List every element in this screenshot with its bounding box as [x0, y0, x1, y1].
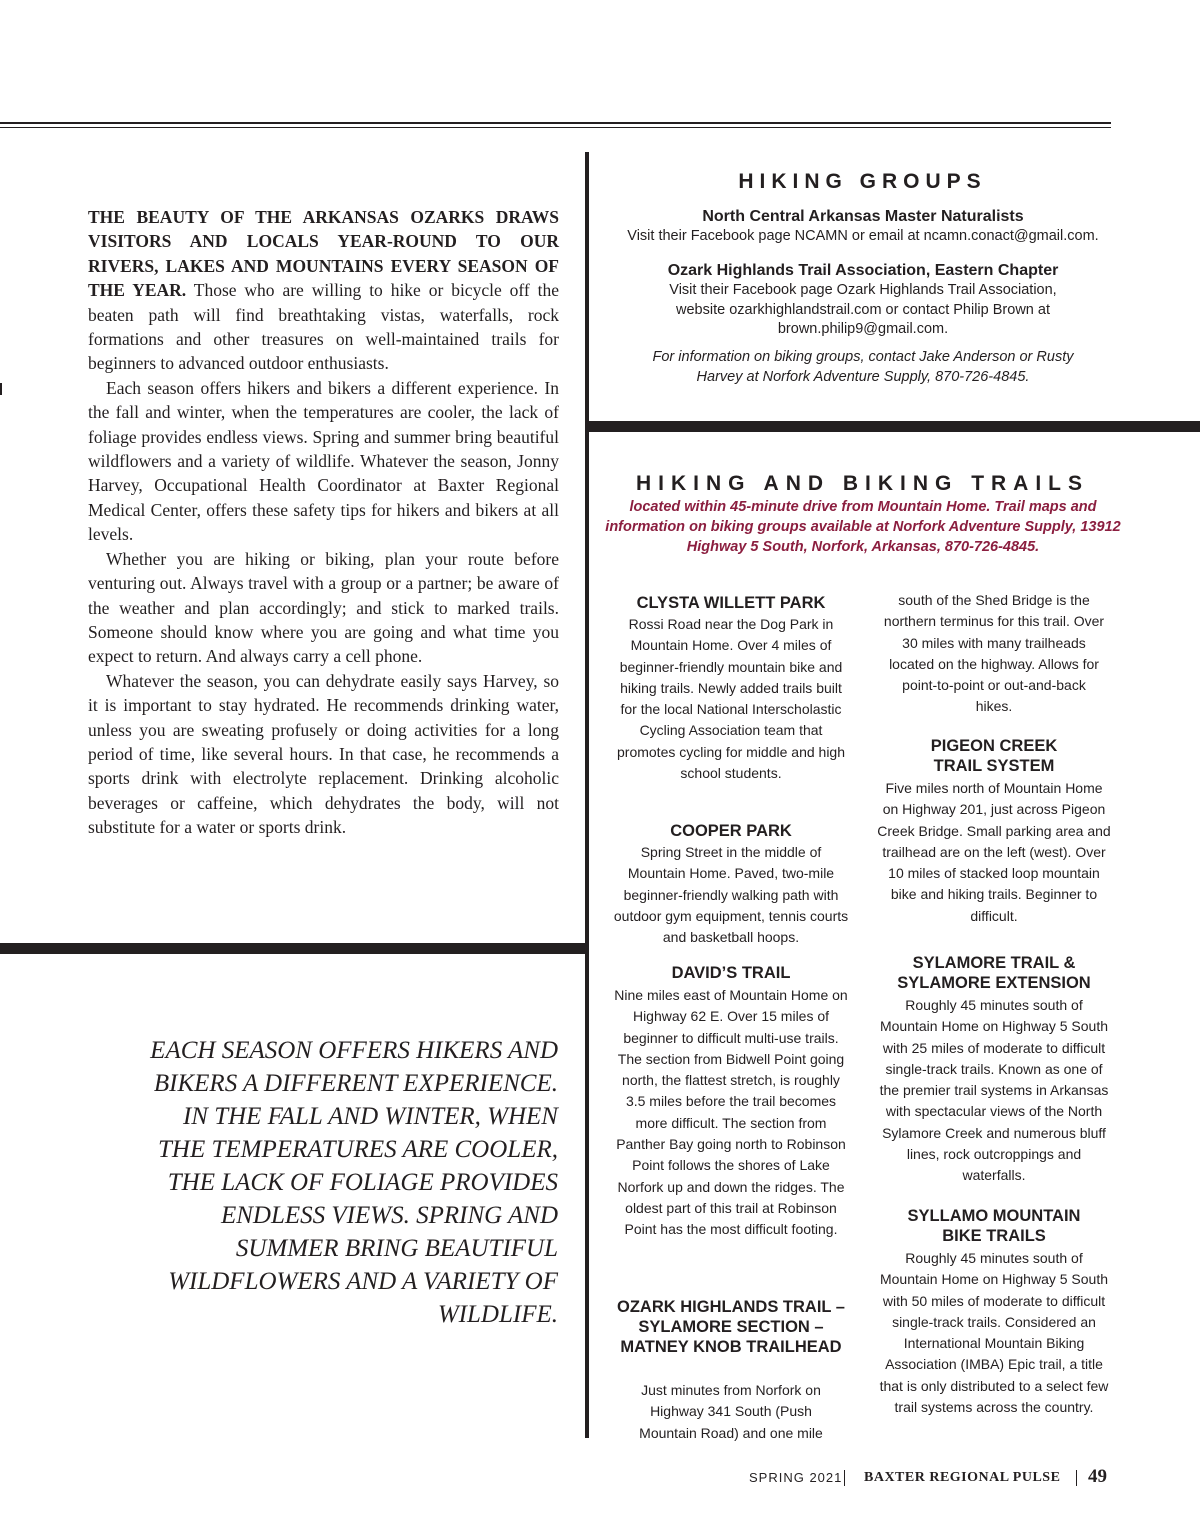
article-lead: THE BEAUTY OF THE ARKANSAS OZARKS DRAWS VISITORS AND LOCALS YEAR-ROUND TO OUR RIVERS, LAKES AND MOUNTAINS EVERY SEASON OF THE YEAR.: [88, 207, 559, 301]
top-rule: [0, 122, 1111, 124]
trail-description: Spring Street in the middle of Mountain Home. Paved, two-mile beginner-friendly walking path with outdoor gym equipment, tennis courts and basketball hoops.: [613, 844, 849, 946]
footer-publication: BAXTER REGIONAL PULSE: [864, 1470, 1061, 1485]
pull-quote: EACH SEASON OFFERS HIKERS AND BIKERS A DIFFERENT EXPERIENCE. IN THE FALL AND WINTER, WHEN THE TEMPERATURES ARE COOLER, THE LACK OF FOLIAGE PROVIDES ENDLESS VIEWS. SPRING AND SUMMER BRING BEAUTIFUL WILDFLOWERS AND A VARIETY OF WILDLIFE.: [150, 1037, 558, 1328]
margin-tick: [0, 383, 2, 395]
footer-season: SPRING 2021: [749, 1470, 843, 1485]
hiking-group-info: Visit their Facebook page NCAMN or email at ncamn.conact@gmail.com.: [627, 228, 1099, 244]
section-band-right: [589, 421, 1200, 432]
trail-description: Five miles north of Mountain Home on Highway 201, just across Pigeon Creek Bridge. Small parking area and trailhead are on the left (west). Over 10 miles of stacked loop mountain bike and hiking trails. Beginner to difficult.: [877, 780, 1111, 924]
trail-name: OZARK HIGHLANDS TRAIL – SYLAMORE SECTION – MATNEY KNOB TRAILHEAD: [617, 1298, 845, 1356]
trail-name: CLYSTA WILLETT PARK: [636, 594, 826, 612]
trail-description: Rossi Road near the Dog Park in Mountain Home. Over 4 miles of beginner-friendly mountain bike and hiking trails. Newly added trails built for the local National Interscholastic Cycling Association team that promotes cycling for middle and high school students.: [617, 616, 846, 782]
hiking-group: [603, 260, 1123, 340]
article-paragraph-3: Whether you are hiking or biking, plan your route before venturing out. Always travel with a group or a partner; be aware of the weather and plan accordingly; and stick to marked trails. Someone should know where you are going and what time you expect to return. And always carry a cell phone.: [88, 548, 559, 667]
trail-description-continued: south of the Shed Bridge is the northern terminus for this trail. Over 30 miles with many trailheads located on the highway. Allows for point-to-point or out-and-back hikes.: [883, 592, 1105, 715]
top-rule-thin: [0, 127, 1111, 128]
article-body: [88, 205, 559, 840]
section-band-left: [0, 943, 585, 954]
article-paragraph-4: Whatever the season, you can dehydrate easily says Harvey, so it is important to stay hydrated. He recommends drinking water, unless you are sweating profusely or doing activities for a long period of time, like several hours. In that case, he recommends a sports drink with electrolyte replacement. Drinking alcoholic beverages or caffeine, which dehydrates the body, will not substitute for a water or sports drink.: [88, 670, 559, 838]
footer-separator: [1076, 1470, 1077, 1486]
trail-name: SYLLAMO MOUNTAIN BIKE TRAILS: [907, 1207, 1081, 1245]
biking-groups-note: [603, 347, 1123, 387]
article-paragraph-1: [88, 205, 559, 376]
article-paragraph-2: Each season offers hikers and bikers a different experience. In the fall and winter, when the temperatures are cooler, the lack of foliage provides endless views. Spring and summer bring beautiful wildflowers and a variety of wildlife. Whatever the season, Jonny Harvey, Occupational Health Coordinator at Baxter Regional Medical Center, offers these safety tips for hikers and bikers at all levels.: [88, 377, 559, 545]
trail-description: Just minutes from Norfork on Highway 341 South (Push Mountain Road) and one mile: [639, 1382, 823, 1441]
hiking-group-name: North Central Arkansas Master Naturalists: [702, 208, 1024, 225]
hiking-groups-title: HIKING GROUPS: [738, 170, 987, 193]
hiking-group: [603, 206, 1123, 247]
trail-name: COOPER PARK: [670, 822, 792, 840]
column-divider: [585, 152, 589, 1438]
footer-separator: [844, 1470, 845, 1486]
trail-description: Roughly 45 minutes south of Mountain Home on Highway 5 South with 50 miles of moderate to difficult single-track trails. Considered an International Mountain Biking Association (IMBA) Epic trail, a title that is only distributed to a select few trail systems across the country.: [879, 1250, 1109, 1416]
trail-name: PIGEON CREEK TRAIL SYSTEM: [930, 737, 1058, 775]
hiking-group-name: Ozark Highlands Trail Association, Eastern Chapter: [667, 262, 1059, 279]
article-paragraph-1-text: Those who are willing to hike or bicycle off the beaten path will find breathtaking vistas, waterfalls, rock formations and other treasures on well-maintained trails for beginners to advanced outdoor enthusiasts.: [88, 280, 559, 374]
trails-subtitle: located within 45-minute drive from Mountain Home. Trail maps and information on biking groups available at Norfork Adventure Supply, 13912 Highway 5 South, Norfork, Arkansas, 870-726-4845.: [605, 499, 1121, 555]
trail-name: DAVID’S TRAIL: [671, 964, 791, 982]
page-number: 49: [1088, 1466, 1107, 1487]
trails-title: HIKING AND BIKING TRAILS: [635, 472, 1090, 495]
trail-description: Roughly 45 minutes south of Mountain Home on Highway 5 South with 25 miles of moderate to difficult single-track trails. Known as one of the premier trail systems in Arkansas with spectacular views of the North Sylamore Creek and numerous bluff lines, rock outcroppings and waterfalls.: [879, 997, 1109, 1184]
trail-name: SYLAMORE TRAIL & SYLAMORE EXTENSION: [897, 954, 1091, 992]
trail-description: Nine miles east of Mountain Home on Highway 62 E. Over 15 miles of beginner to difficult multi-use trails. The section from Bidwell Point going north, the flattest stretch, is roughly 3.5 miles before the trail becomes more difficult. The section from Panther Bay going north to Robinson Point follows the shores of Lake Norfork up and down the ridges. The oldest part of this trail at Robinson Point has the most difficult footing.: [614, 987, 848, 1238]
hiking-group-info: Visit their Facebook page Ozark Highlands Trail Association, website ozarkhighlandstrail.com or contact Philip Brown at brown.philip9@gmail.com.: [669, 282, 1057, 338]
biking-groups-note-text: For information on biking groups, contact Jake Anderson or Rusty Harvey at Norfork Adventure Supply, 870-726-4845.: [652, 349, 1074, 385]
